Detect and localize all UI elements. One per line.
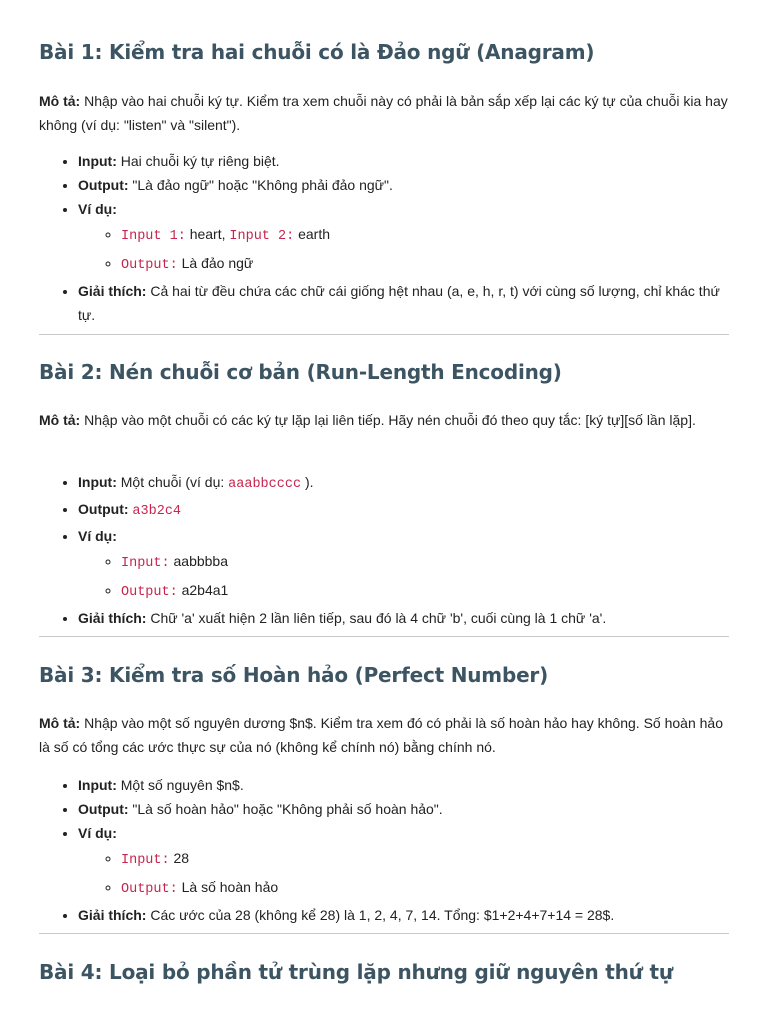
divider bbox=[39, 636, 729, 637]
example-output: ◦ Output: Là số hoàn hảo bbox=[121, 874, 729, 903]
example-output: ◦ Output: Là đảo ngữ bbox=[121, 250, 729, 279]
exercise-2-details bbox=[39, 470, 729, 630]
explanation-item: • Giải thích: Cả hai từ đều chứa các chữ cái giống hệt nhau (a, e, h, r, t) với cùng số lượng, chỉ khác thứ tự. bbox=[78, 279, 729, 327]
input-item: • Input: Hai chuỗi ký tự riêng biệt. bbox=[78, 149, 729, 173]
exercise-1-description: Mô tả: Nhập vào hai chuỗi ký tự. Kiểm tra xem chuỗi này có phải là bản sắp xếp lại các ký tự của chuỗi kia hay không (ví dụ: "listen" và "silent"). bbox=[39, 93, 728, 133]
explanation-item: • Giải thích: Chữ 'a' xuất hiện 2 lần liên tiếp, sau đó là 4 chữ 'b', cuối cùng là 1 chữ 'a'. bbox=[78, 606, 729, 630]
example-input: ◦ Input 1: heart, Input 2: earth bbox=[121, 221, 729, 250]
exercise-3-title: Bài 3: Kiểm tra số Hoàn hảo (Perfect Number) bbox=[39, 663, 549, 687]
example-input: ◦ Input: 28 bbox=[121, 845, 729, 874]
input-item: • Input: Một chuỗi (ví dụ: aaabbcccc ). bbox=[78, 470, 729, 497]
exercise-3-details bbox=[39, 773, 729, 927]
explanation-item: • Giải thích: Các ước của 28 (không kể 28) là 1, 2, 4, 7, 14. Tổng: $1+2+4+7+14 = 28$. bbox=[78, 903, 729, 927]
exercise-2-description: Mô tả: Nhập vào một chuỗi có các ký tự lặp lại liên tiếp. Hãy nén chuỗi đó theo quy tắc: [ký tự][số lần lặp]. bbox=[39, 412, 696, 428]
exercise-2-title: Bài 2: Nén chuỗi cơ bản (Run-Length Encoding) bbox=[39, 360, 562, 384]
output-item: • Output: "Là số hoàn hảo" hoặc "Không phải số hoàn hảo". bbox=[78, 797, 729, 821]
exercise-3-description: Mô tả: Nhập vào một số nguyên dương $n$. Kiểm tra xem đó có phải là số hoàn hảo hay không. Số hoàn hảo là số có tổng các ước thực sự của nó (không kể chính nó) bằng chính nó. bbox=[39, 715, 723, 755]
divider bbox=[39, 933, 729, 934]
exercise-1-details bbox=[39, 149, 729, 327]
example-item: • Ví dụ: ◦ Input: 28 ◦ Output: Là số hoàn hảo bbox=[78, 821, 729, 903]
exercise-4-title: Bài 4: Loại bỏ phần tử trùng lặp nhưng giữ nguyên thứ tự bbox=[39, 960, 673, 984]
input-item: • Input: Một số nguyên $n$. bbox=[78, 773, 729, 797]
divider bbox=[39, 334, 729, 335]
output-item: • Output: "Là đảo ngữ" hoặc "Không phải đảo ngữ". bbox=[78, 173, 729, 197]
example-input: ◦ Input: aabbbba bbox=[121, 548, 729, 577]
example-item: • Ví dụ: ◦ Input 1: heart, Input 2: earth ◦ Output: Là đảo ngữ bbox=[78, 197, 729, 279]
output-item: • Output: a3b2c4 bbox=[78, 497, 729, 524]
example-output: ◦ Output: a2b4a1 bbox=[121, 577, 729, 606]
example-item: • Ví dụ: ◦ Input: aabbbba ◦ Output: a2b4a1 bbox=[78, 524, 729, 606]
exercise-1-title: Bài 1: Kiểm tra hai chuỗi có là Đảo ngữ (Anagram) bbox=[39, 40, 595, 64]
